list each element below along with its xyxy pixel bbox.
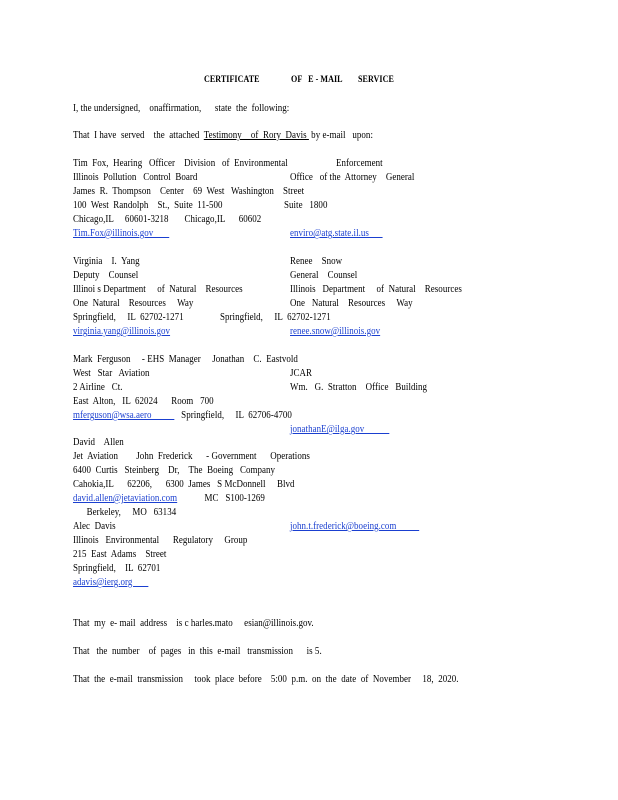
email-address-statement: That my e- mail address is c harles.mato esian@illinois.gov. <box>73 618 314 629</box>
address-line: 6400 Curtis Steinberg Dr, The Boeing Company <box>73 465 276 476</box>
address-line: Jet Aviation John Frederick - Government Operations <box>73 451 310 462</box>
served-suffix: by e-mail upon: <box>308 130 373 141</box>
address-line: 100 West Randolph St., Suite 11-500 <box>73 200 223 211</box>
address-line: Deputy Counsel <box>73 270 139 281</box>
address-line: Illinois Pollution Control Board <box>73 172 198 183</box>
address-line: Office of the Attorney General <box>290 172 415 183</box>
email-link-adavis[interactable]: adavis@ierg.org <box>73 577 149 588</box>
address-line: Berkeley, MO 63134 <box>73 507 177 518</box>
address-text: Springfield, IL 62706-4700 <box>174 410 292 421</box>
address-line: Cahokia,IL 62206, 6300 James S McDonnell Blvd <box>73 479 295 490</box>
email-link-enviro[interactable]: enviro@atg.state.il.us <box>290 228 383 239</box>
address-line: JCAR <box>290 368 313 379</box>
email-link-mferguson[interactable]: mferguson@wsa.aero <box>73 410 175 421</box>
email-line <box>73 409 292 422</box>
address-line: Chicago,IL 60601-3218 Chicago,IL 60602 <box>73 214 262 225</box>
address-line: Springfield, IL 62701 <box>73 563 161 574</box>
address-line: Springfield, IL 62702-1271 <box>73 312 184 323</box>
address-line: Tim Fox, Hearing Officer Division of Environmental <box>73 158 288 169</box>
address-line: Illinoi s Department of Natural Resources <box>73 284 243 295</box>
intro-line: I, the undersigned, onaffirmation, state the following: <box>73 103 290 114</box>
email-link-jonathan[interactable]: jonathanE@ilga.gov <box>290 424 390 435</box>
address-line: Illinois Department of Natural Resources <box>290 284 462 295</box>
address-text: MC S100-1269 <box>177 493 265 504</box>
pages-statement: That the number of pages in this e-mail transmission is 5. <box>73 646 322 657</box>
address-line: Illinois Environmental Regulatory Group <box>73 535 248 546</box>
email-link-tim-fox[interactable]: Tim.Fox@illinois.gov <box>73 228 170 239</box>
address-line: 215 East Adams Street <box>73 549 167 560</box>
address-line: David Allen <box>73 437 124 448</box>
address-line: Springfield, IL 62702-1271 <box>220 312 331 323</box>
address-line: Renee Snow <box>290 256 343 267</box>
email-link-john-frederick[interactable]: john.t.frederick@boeing.com <box>290 521 420 532</box>
email-link-virginia-yang[interactable]: virginia.yang@illinois.gov <box>73 326 171 337</box>
served-document: Testimony of Rory Davis <box>203 130 309 141</box>
address-line: General Counsel <box>290 270 358 281</box>
title-of-email: OF E - MAIL <box>291 75 343 85</box>
email-link-renee-snow[interactable]: renee.snow@illinois.gov <box>290 326 381 337</box>
address-line: James R. Thompson Center 69 West Washington Street <box>73 186 305 197</box>
time-statement: That the e-mail transmission took place before 5:00 p.m. on the date of November 18, 2020. <box>73 674 459 685</box>
address-line: Enforcement <box>336 158 383 169</box>
served-line <box>73 129 373 142</box>
address-line: West Star Aviation <box>73 368 150 379</box>
served-prefix: That I have served the attached <box>73 130 204 141</box>
email-line <box>73 492 265 505</box>
address-line: Wm. G. Stratton Office Building <box>290 382 428 393</box>
address-line: 2 Airline Ct. <box>73 382 123 393</box>
email-link-david-allen[interactable]: david.allen@jetaviation.com <box>73 493 178 504</box>
address-line: Suite 1800 <box>284 200 328 211</box>
address-line: Alec Davis <box>73 521 116 532</box>
title-certificate: CERTIFICATE <box>204 75 260 85</box>
address-line: One Natural Resources Way <box>290 298 413 309</box>
address-line: Virginia I. Yang <box>73 256 140 267</box>
address-line: One Natural Resources Way <box>73 298 194 309</box>
title-service: SERVICE <box>358 75 394 85</box>
address-line: Mark Ferguson - EHS Manager Jonathan C. Eastvold <box>73 354 298 365</box>
address-line: East Alton, IL 62024 Room 700 <box>73 396 214 407</box>
